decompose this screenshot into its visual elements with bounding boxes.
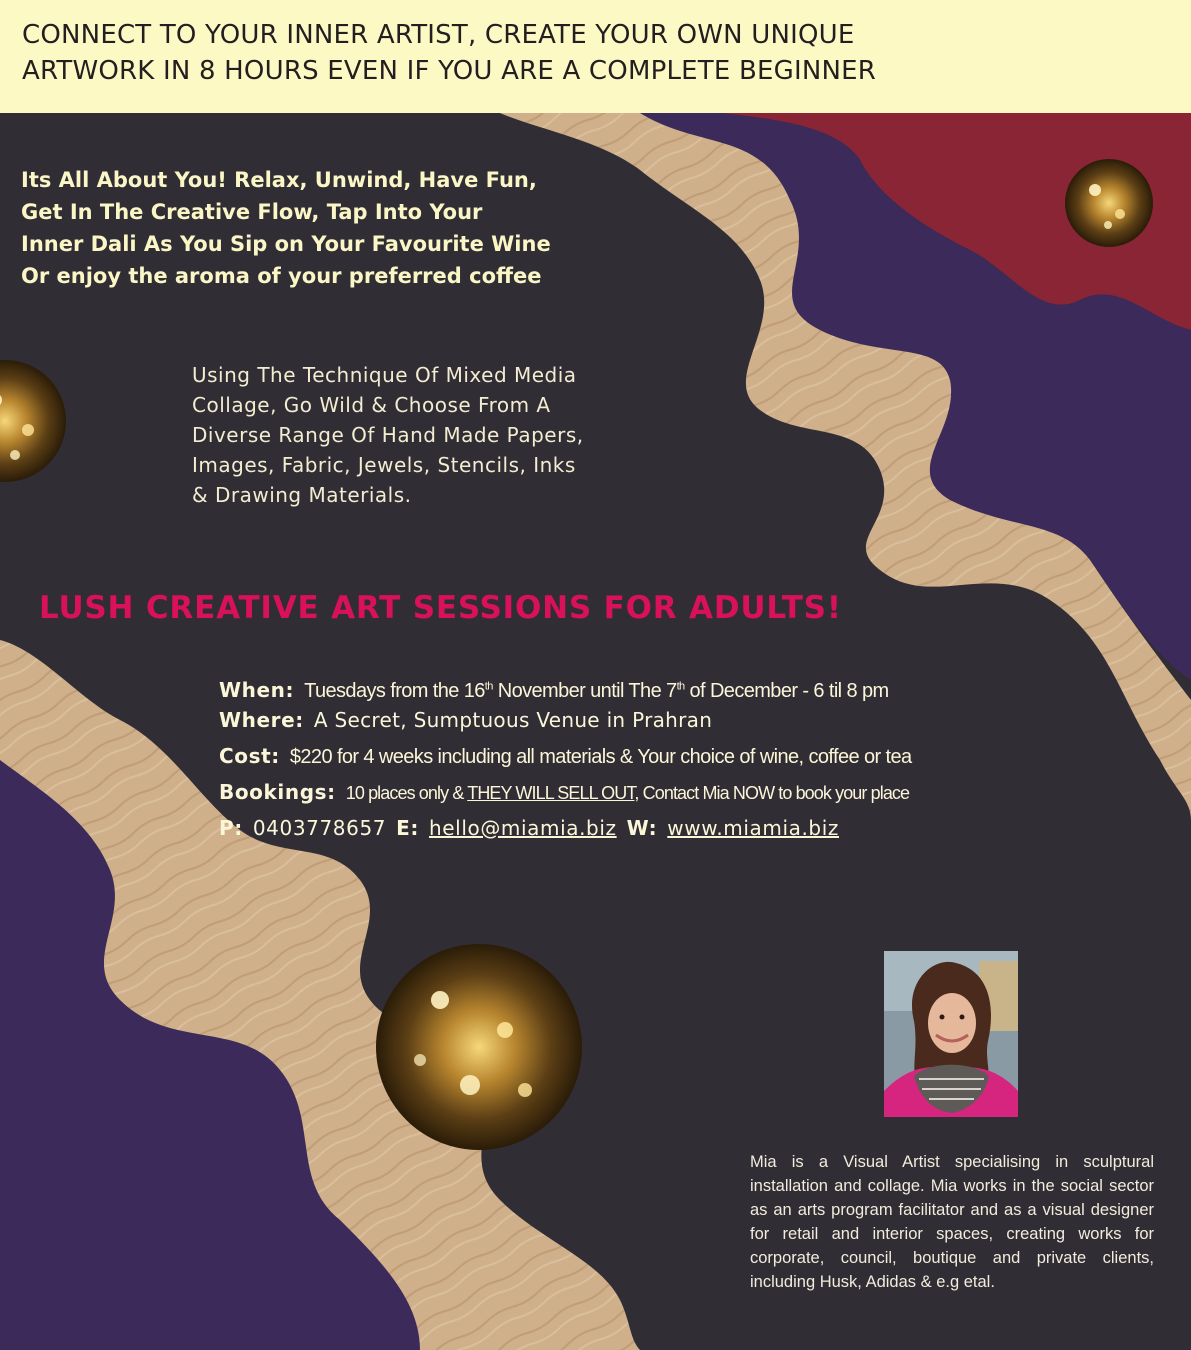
where-row bbox=[219, 708, 912, 742]
when-label: When: bbox=[219, 678, 295, 702]
artist-bio: Mia is a Visual Artist specialising in sculptural installation and collage. Mia works in the social sector as an arts program facilitator and as a visual designer for retail and interior spaces, creating works for corporate, council, boutique and private clients, including Husk, Adidas & e.g etal. bbox=[750, 1153, 1154, 1291]
glitter-circle-center bbox=[376, 944, 582, 1150]
banner-line-2: ARTWORK IN 8 HOURS EVEN IF YOU ARE A COMPLETE BEGINNER bbox=[22, 56, 877, 86]
portrait-illustration bbox=[884, 951, 1018, 1117]
technique-line: Images, Fabric, Jewels, Stencils, Inks bbox=[192, 453, 576, 477]
technique-line: Using The Technique Of Mixed Media bbox=[192, 363, 577, 387]
web-label: W: bbox=[626, 816, 658, 840]
contact-row bbox=[219, 816, 912, 850]
session-details bbox=[219, 678, 912, 850]
phone-label: P: bbox=[219, 816, 243, 840]
glitter-circle-left bbox=[0, 360, 66, 482]
bookings-value: 10 places only & THEY WILL SELL OUT, Contact Mia NOW to book your place bbox=[345, 783, 910, 803]
when-value: Tuesdays from the 16th November until The 7th of December - 6 til 8 pm bbox=[304, 680, 889, 702]
bookings-label: Bookings: bbox=[219, 780, 336, 804]
website-link[interactable]: www.miamia.biz bbox=[667, 816, 839, 840]
when-row bbox=[219, 678, 912, 712]
headline-banner bbox=[0, 0, 1191, 113]
intro-line: Its All About You! Relax, Unwind, Have Fun, bbox=[21, 168, 537, 192]
intro-line: Get In The Creative Flow, Tap Into Your bbox=[21, 200, 483, 224]
cost-row bbox=[219, 744, 912, 778]
where-label: Where: bbox=[219, 708, 304, 732]
phone-number[interactable]: 0403778657 bbox=[252, 816, 387, 840]
email-label: E: bbox=[396, 816, 419, 840]
email-link[interactable]: hello@miamia.biz bbox=[428, 816, 617, 840]
where-value: A Secret, Sumptuous Venue in Prahran bbox=[313, 708, 713, 732]
sessions-headline: LUSH CREATIVE ART SESSIONS FOR ADULTS! bbox=[39, 590, 842, 626]
technique-line: Collage, Go Wild & Choose From A bbox=[192, 393, 551, 417]
intro-text bbox=[21, 164, 551, 292]
intro-line: Or enjoy the aroma of your preferred coffee bbox=[21, 264, 542, 288]
technique-line: Diverse Range Of Hand Made Papers, bbox=[192, 423, 584, 447]
cost-value: $220 for 4 weeks including all materials & Your choice of wine, coffee or tea bbox=[289, 746, 912, 768]
technique-line: & Drawing Materials. bbox=[192, 483, 412, 507]
banner-line-1: CONNECT TO YOUR INNER ARTIST, CREATE YOUR OWN UNIQUE bbox=[22, 20, 855, 50]
intro-line: Inner Dali As You Sip on Your Favourite Wine bbox=[21, 232, 551, 256]
bookings-row bbox=[219, 780, 912, 814]
technique-text bbox=[192, 360, 584, 510]
portrait-photo bbox=[884, 951, 1018, 1117]
cost-label: Cost: bbox=[219, 744, 280, 768]
glitter-circle-top-right bbox=[1065, 159, 1153, 247]
